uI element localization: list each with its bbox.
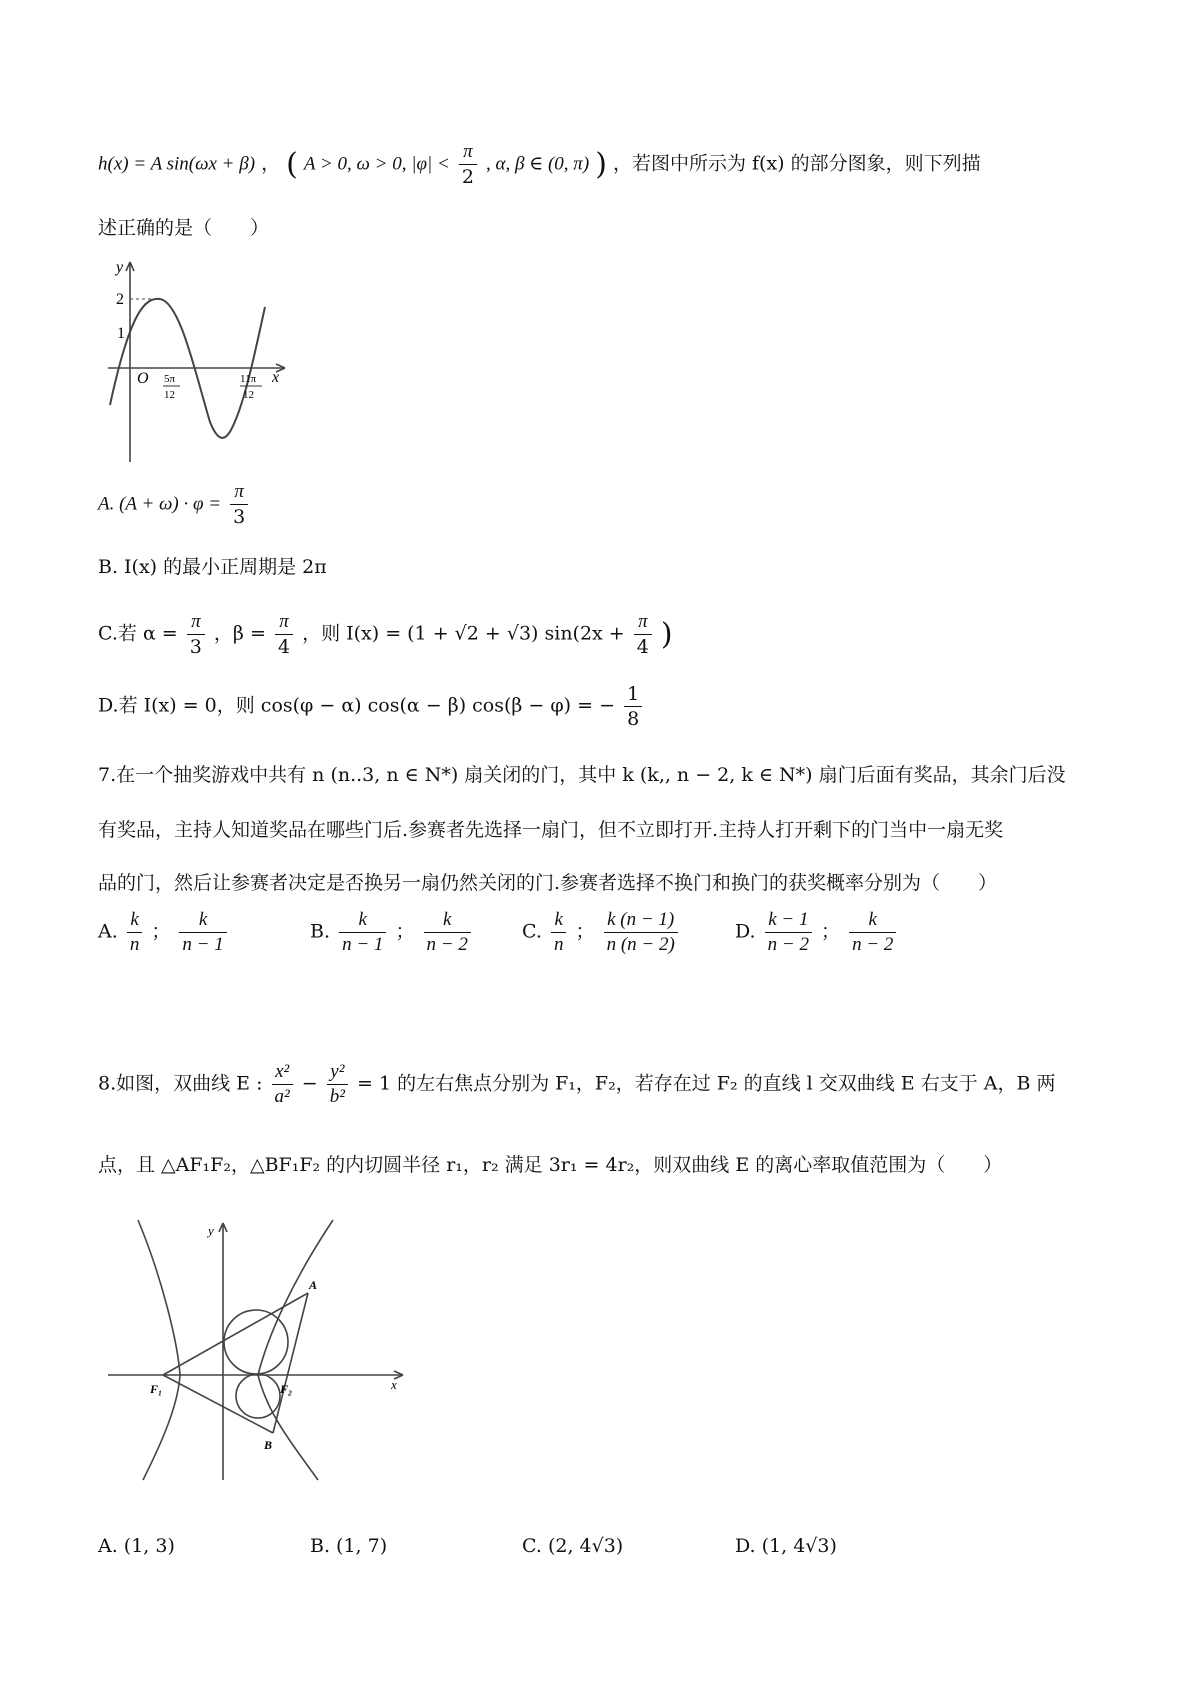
q6-option-a-num: π (230, 480, 248, 505)
q8-label-a: A (309, 1278, 318, 1292)
q7-option-n1: k (551, 908, 567, 933)
q6-option-c-n3: π (634, 610, 652, 635)
q8-hyperbola-graph (108, 1205, 408, 1485)
q6-pi-over-2 (459, 140, 477, 189)
q8-b2: b² (329, 1086, 345, 1107)
q7-option-d2: n (n − 2) (606, 934, 675, 955)
q6-option-c-d1: 3 (189, 636, 202, 658)
q7-option-d2: n − 2 (852, 934, 894, 955)
q6-option-c-mid: ，β = (213, 622, 266, 645)
q6-frac-den: 2 (461, 166, 474, 188)
q7-option-n2: k (424, 908, 471, 933)
q6-paren-open: ( (286, 147, 298, 182)
q8-option-c: C. (2, 4√3) (522, 1535, 624, 1557)
q7-option-sep: ； (151, 920, 171, 943)
q6-option-b: B. I(x) 的最小正周期是 2π (98, 556, 327, 578)
q6-option-d-text: D.若 I(x) = 0，则 cos(φ − α) cos(α − β) cos(β − φ) = − (98, 694, 616, 717)
q8-option-b: B. (1, 7) (310, 1535, 388, 1557)
q6-condition-tail: , α, β ∈ (0, π) (485, 153, 590, 175)
q7-option-b (310, 908, 474, 957)
q8-minus: − (301, 1072, 318, 1095)
q6-option-c-then: ，则 I(x) = (1 + √2 + √3) sin(2x + (302, 622, 625, 645)
q7-option-d (735, 908, 899, 957)
q6-option-a-text: A. (A + ω) · φ = (98, 493, 222, 515)
q7-option-sep: ； (575, 920, 595, 943)
q8-y-label: y (208, 1223, 214, 1238)
q8-label-f2: F₂ (280, 1382, 293, 1396)
q6-option-c-frac2 (275, 610, 293, 659)
q6-option-c-n2: π (275, 610, 293, 635)
q6-paren-close: ) (595, 147, 607, 182)
q6-tick-1: 1 (117, 325, 125, 342)
q6-option-c-n1: π (187, 610, 205, 635)
q7-option-n2: k (849, 908, 896, 933)
q6-line2: 述正确的是（ ） (98, 217, 270, 239)
q8-line2: 点，且 △AF₁F₂，△BF₁F₂ 的内切圆半径 r₁，r₂ 满足 3r₁ = 4r₂，则双曲线 E 的离心率取值范围为（ ） (98, 1154, 1003, 1176)
q7-line2: 有奖品，主持人知道奖品在哪些门后.参赛者先选择一扇门，但不立即打开.主持人打开剩下的门当中一扇无奖 (98, 819, 1004, 841)
q6-tick-2: 2 (116, 291, 124, 308)
q8-incircle-1 (224, 1310, 288, 1374)
q8-x-label: x (391, 1377, 397, 1392)
q6-option-c (98, 610, 673, 659)
q7-option-a (98, 908, 230, 957)
q8-left-branch (138, 1220, 180, 1480)
q7-option-d1: n − 2 (767, 934, 809, 955)
q7-option-n2: k (179, 908, 226, 933)
q6-option-c-frac1 (187, 610, 205, 659)
q7-line1: 7.在一个抽奖游戏中共有 n (n..3, n ∈ N*) 扇关闭的门，其中 k (k,, n − 2, k ∈ N*) 扇门后面有奖品，其余门后没 (98, 764, 1066, 786)
q6-option-c-d3: 4 (636, 636, 649, 658)
q7-option-d1: n (129, 934, 140, 955)
q8-x2: x² (272, 1060, 293, 1085)
q7-option-label: C. (522, 920, 542, 943)
q8-line1 (98, 1060, 1055, 1109)
q7-option-n1: k − 1 (765, 908, 812, 933)
q6-line1 (98, 140, 981, 189)
q7-option-n1: k (339, 908, 386, 933)
q6-line1-tail: ，若图中所示为 f(x) 的部分图象，则下列描 (612, 152, 981, 175)
q6-x-label: x (272, 369, 280, 386)
q6-frac-num: π (459, 140, 477, 165)
q7-line3: 品的门，然后让参赛者决定是否换另一扇仍然关闭的门.参赛者选择不换门和换门的获奖概率分别为（ ） (98, 872, 998, 894)
q8-label-f1: F₁ (150, 1382, 163, 1396)
q8-y2: y² (327, 1060, 348, 1085)
q7-option-d2: n − 2 (426, 934, 468, 955)
q6-option-d (98, 682, 645, 731)
q6-option-a-den: 3 (233, 506, 246, 528)
q8-option-a: A. (1, 3) (98, 1535, 175, 1557)
q6-tick-11pi: 11π (240, 373, 257, 385)
q8-a2: a² (274, 1086, 290, 1107)
q7-option-label: D. (735, 920, 756, 943)
q8-incircle-2 (236, 1374, 280, 1418)
q7-option-c (522, 908, 681, 957)
q7-option-sep: ； (395, 920, 415, 943)
q8-option-d: D. (1, 4√3) (735, 1535, 837, 1557)
q8-line-f1-b (163, 1375, 273, 1433)
q6-sine-graph (100, 252, 300, 467)
q7-option-d1: n − 1 (342, 934, 384, 955)
q6-option-c-d2: 4 (277, 636, 291, 658)
q6-tick-12b: 12 (243, 389, 254, 401)
q6-y-label: y (116, 259, 124, 276)
q8-label-b: B (264, 1438, 273, 1452)
q6-option-d-num: 1 (624, 682, 642, 707)
q6-condition: A > 0, ω > 0, |φ| < (303, 153, 450, 175)
q6-option-a (98, 480, 251, 529)
q8-line1-a: 8.如图，双曲线 E : (98, 1072, 263, 1095)
q8-line-a-b (273, 1293, 308, 1433)
q6-option-d-den: 8 (627, 708, 640, 730)
q6-origin: O (137, 370, 149, 387)
q7-option-label: B. (310, 920, 331, 943)
q7-option-n2: k (n − 1) (604, 908, 678, 933)
q6-option-d-frac (624, 682, 642, 731)
q6-option-c-frac3 (634, 610, 652, 659)
q6-option-a-frac (230, 480, 248, 529)
q6-tick-12a: 12 (164, 389, 175, 401)
q6-comma: ， (261, 152, 281, 175)
q7-option-label: A. (98, 920, 118, 943)
q7-option-n1: k (127, 908, 143, 933)
q8-line1-b: = 1 的左右焦点分别为 F₁，F₂，若存在过 F₂ 的直线 l 交双曲线 E 右支于 A，B 两 (357, 1072, 1056, 1095)
q7-option-sep: ； (821, 920, 841, 943)
q6-option-c-end: ) (660, 617, 673, 652)
q6-tick-5pi: 5π (164, 373, 176, 385)
q6-formula: h(x) = A sin(ωx + β) (98, 153, 256, 175)
q7-option-d2: n − 1 (182, 934, 224, 955)
q6-option-c-prefix: C.若 α = (98, 622, 178, 645)
q7-option-d1: n (553, 934, 564, 955)
